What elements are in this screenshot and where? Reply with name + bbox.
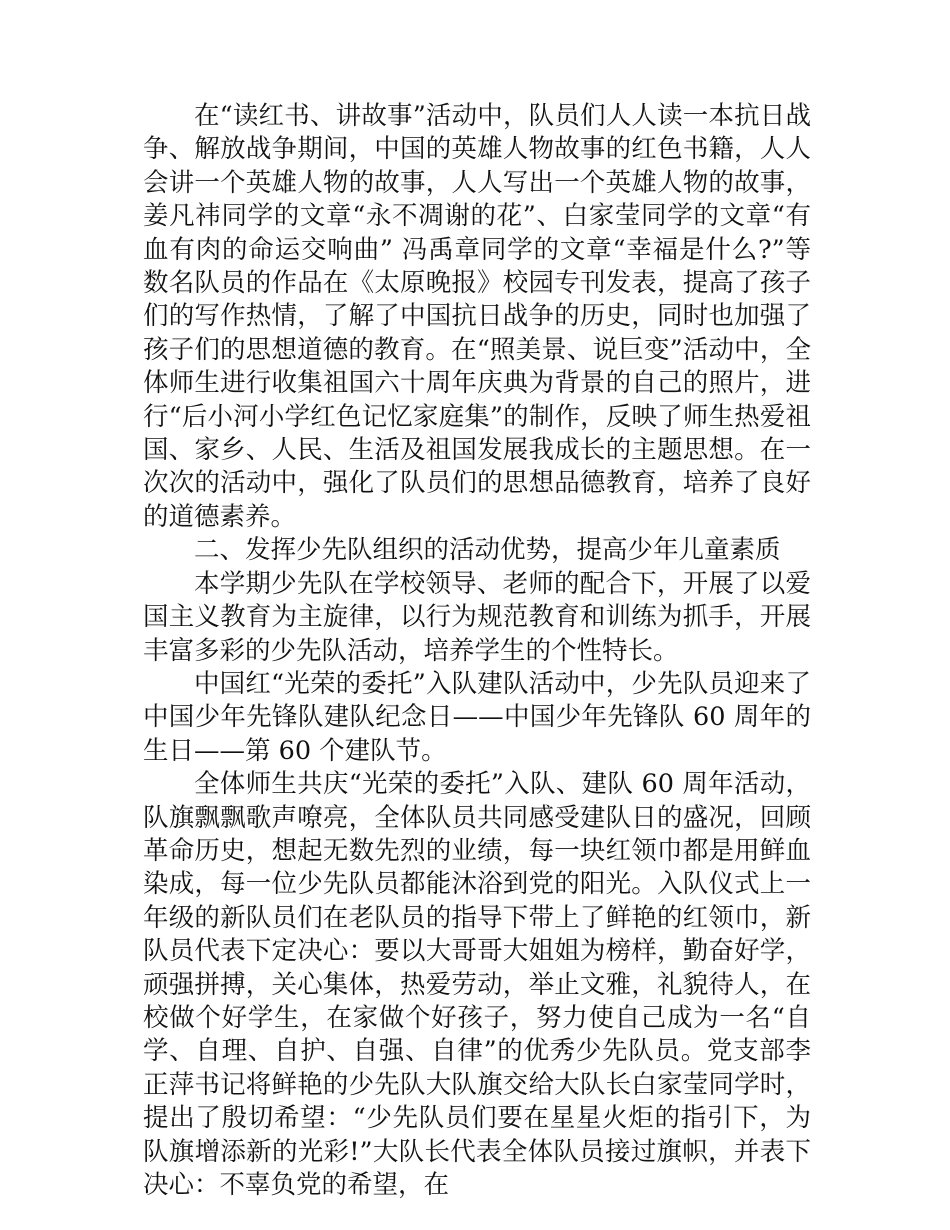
document-body	[143, 100, 811, 1202]
paragraph-semester-overview: 本学期少先队在学校领导、老师的配合下，开展了以爱国主义教育为主旋律，以行为规范教育和训练为抓手，开展丰富多彩的少先队活动，培养学生的个性特长。	[143, 568, 811, 666]
paragraph-founding-day: 中国红“光荣的委托”入队建队活动中，少先队员迎来了中国少年先锋队建队纪念日——中国少年先锋队 60 周年的生日——第 60 个建队节。	[143, 668, 811, 766]
paragraph-reading-activity: 在“读红书、讲故事”活动中，队员们人人读一本抗日战争、解放战争期间，中国的英雄人物故事的红色书籍，人人会讲一个英雄人物的故事，人人写出一个英雄人物的故事，姜凡祎同学的文章“永不凋谢的花”、白家莹同学的文章“有血有肉的命运交响曲” 冯禹章同学的文章“幸福是什么?”等数名队员的作品在《太原晚报》校园专刊发表，提高了孩子们的写作热情，了解了中国抗日战争的历史，同时也加强了孩子们的思想道德的教育。在“照美景、说巨变”活动中，全体师生进行收集祖国六十周年庆典为背景的自己的照片，进行“后小河小学红色记忆家庭集”的制作，反映了师生热爱祖国、家乡、人民、生活及祖国发展我成长的主题思想。在一次次的活动中，强化了队员们的思想品德教育，培养了良好的道德素养。	[143, 101, 811, 532]
section-heading: 二、发挥少先队组织的活动优势，提高少年儿童素质	[194, 535, 781, 566]
paragraph-celebration: 全体师生共庆“光荣的委托”入队、建队 60 周年活动，队旗飘飘歌声嘹亮，全体队员共同感受建队日的盛况，回顾革命历史，想起无数先烈的业绩，每一块红领巾都是用鲜血染成，每一位少先队员都能沐浴到党的阳光。入队仪式上一年级的新队员们在老队员的指导下带上了鲜艳的红领巾，新队员代表下定决心：要以大哥哥大姐姐为榜样，勤奋好学，顽强拼搏，关心集体，热爱劳动，举止文雅，礼貌待人，在校做个好学生，在家做个好孩子，努力使自己成为一名“自学、自理、自护、自强、自律”的优秀少先队员。党支部李正萍书记将鲜艳的少先队大队旗交给大队长白家莹同学时，提出了殷切希望：“少先队员们要在星星火炬的指引下，为队旗增添新的光彩!”大队长代表全体队员接过旗帜，并表下决心：不辜负党的希望，在	[143, 769, 811, 1200]
